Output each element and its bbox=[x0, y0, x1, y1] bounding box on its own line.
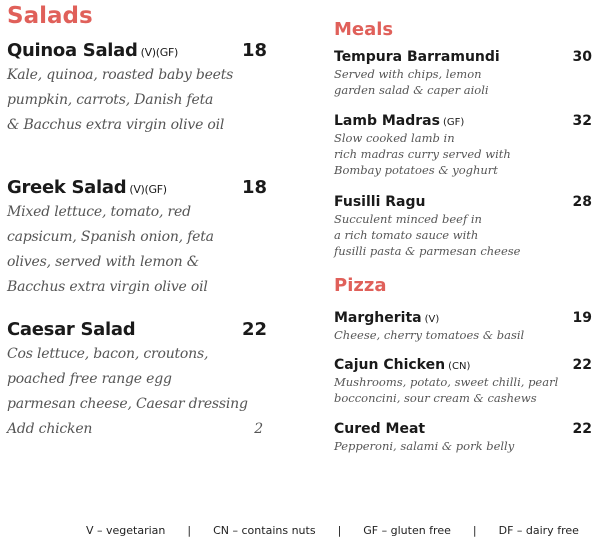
item-price: 32 bbox=[572, 113, 592, 129]
item-price: 19 bbox=[572, 310, 592, 326]
item-name: Lamb Madras (GF) bbox=[334, 113, 465, 129]
item-description: Cheese, cherry tomatoes & basil bbox=[334, 328, 525, 342]
addon-row bbox=[7, 417, 267, 442]
item-name: Tempura Barramundi bbox=[334, 49, 500, 65]
menu-item-margherita bbox=[334, 310, 592, 343]
item-price: 30 bbox=[572, 49, 592, 65]
item-description: Slow cooked lamb in rich madras curry served with Bombay potatoes & yoghurt bbox=[334, 131, 511, 177]
menu-item-greek-salad bbox=[7, 177, 267, 300]
item-price: 18 bbox=[241, 40, 267, 61]
menu-item-cajun-chicken bbox=[334, 357, 592, 406]
menu-item-lamb-madras bbox=[334, 113, 592, 178]
item-description: Mushrooms, potato, sweet chilli, pearl bocconcini, sour cream & cashews bbox=[334, 375, 559, 405]
item-description: Pepperoni, salami & pork belly bbox=[334, 439, 515, 453]
menu-item-fusilli-ragu bbox=[334, 194, 592, 259]
legend-gluten-free: GF – gluten free bbox=[363, 524, 451, 537]
dietary-tags: (V)(GF) bbox=[140, 46, 179, 59]
item-price: 28 bbox=[572, 194, 592, 210]
item-description: Served with chips, lemon garden salad & caper aioli bbox=[334, 67, 489, 97]
dietary-legend bbox=[86, 524, 586, 537]
item-name: Cured Meat bbox=[334, 421, 426, 437]
legend-separator: | bbox=[337, 524, 342, 537]
addon-label: Add chicken bbox=[7, 421, 93, 437]
item-description: Kale, quinoa, roasted baby beets pumpkin, carrots, Danish feta & Bacchus extra virgin olive oil bbox=[7, 67, 234, 133]
item-price: 22 bbox=[241, 319, 267, 340]
item-name: Cajun Chicken (CN) bbox=[334, 357, 471, 373]
dietary-tags: (GF) bbox=[442, 117, 465, 128]
menu-item-tempura-barramundi bbox=[334, 49, 592, 98]
item-price: 18 bbox=[241, 177, 267, 198]
item-name: Quinoa Salad (V)(GF) bbox=[7, 40, 179, 61]
item-price: 22 bbox=[572, 357, 592, 373]
item-name: Margherita (V) bbox=[334, 310, 440, 326]
addon-price: 2 bbox=[254, 421, 263, 437]
dietary-tags: (V) bbox=[424, 314, 440, 325]
salads-title: Salads bbox=[7, 3, 93, 29]
legend-separator: | bbox=[472, 524, 477, 537]
dietary-tags: (CN) bbox=[448, 361, 471, 372]
item-description: Cos lettuce, bacon, croutons, poached free range egg parmesan cheese, Caesar dressing Add chicken 2 bbox=[7, 342, 267, 442]
menu-item-quinoa-salad bbox=[7, 40, 267, 138]
item-description: Mixed lettuce, tomato, red capsicum, Spanish onion, feta olives, served with lemon & Bacchus extra virgin olive oil bbox=[7, 204, 214, 295]
salads-section bbox=[7, 0, 272, 437]
item-description: Succulent minced beef in a rich tomato sauce with fusilli pasta & parmesan cheese bbox=[334, 212, 521, 258]
legend-separator: | bbox=[187, 524, 192, 537]
item-name: Fusilli Ragu bbox=[334, 194, 426, 210]
legend-dairy-free: DF – dairy free bbox=[498, 524, 579, 537]
meals-title: Meals bbox=[334, 19, 394, 40]
legend-contains-nuts: CN – contains nuts bbox=[213, 524, 316, 537]
pizza-title: Pizza bbox=[334, 275, 387, 296]
item-name: Caesar Salad bbox=[7, 319, 136, 340]
item-price: 22 bbox=[572, 421, 592, 437]
dietary-tags: (V)(GF) bbox=[129, 183, 167, 196]
menu-item-cured-meat bbox=[334, 421, 592, 454]
menu-item-caesar-salad bbox=[7, 319, 267, 442]
item-name: Greek Salad (V)(GF) bbox=[7, 177, 167, 198]
legend-vegetarian: V – vegetarian bbox=[86, 524, 166, 537]
